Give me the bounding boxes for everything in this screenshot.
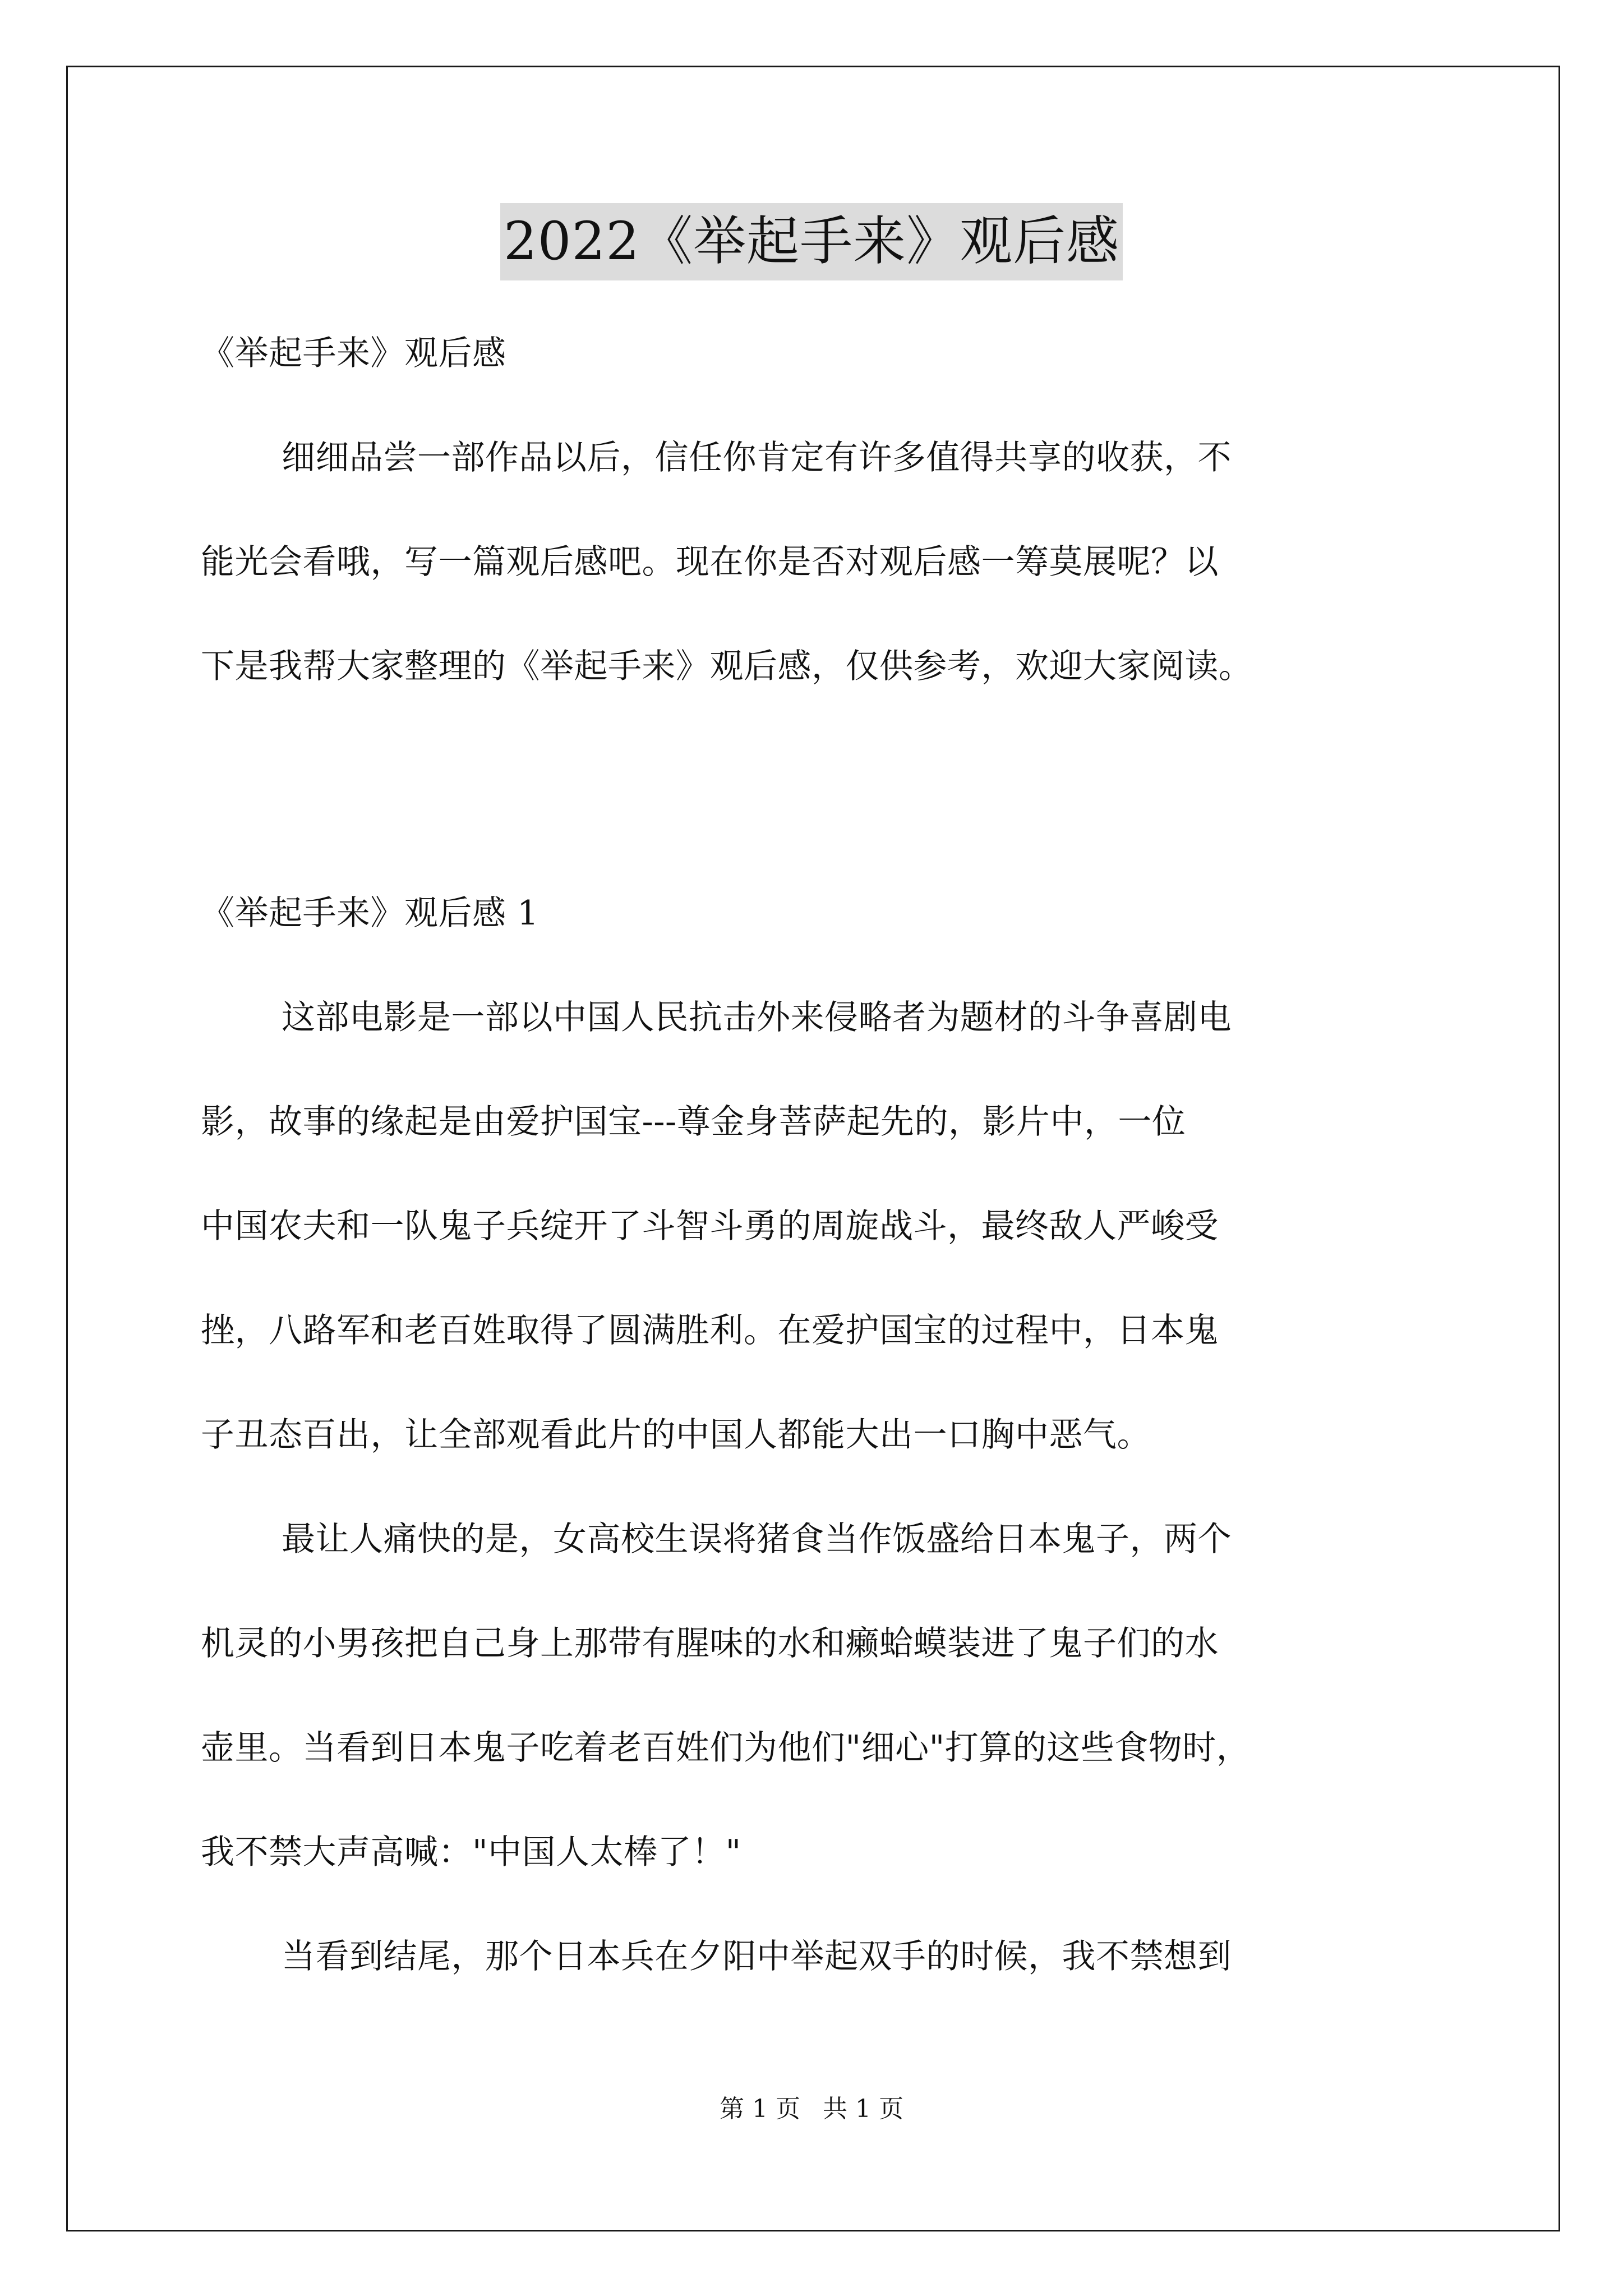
section-heading: 《举起手来》观后感 1 <box>201 894 539 933</box>
page-footer <box>0 2092 1623 2126</box>
paragraph-3 <box>201 1904 1435 2009</box>
paragraph-line: 子丑态百出，让全部观看此片的中国人都能大出一口胸中恶气。 <box>201 1415 1151 1455</box>
paragraph-line: 这部电影是一部以中国人民抗击外来侵略者为题材的斗争喜剧电 <box>282 998 1232 1037</box>
paragraph-2 <box>201 1487 1435 1904</box>
paragraph-line: 最让人痛快的是，女高校生误将猪食当作饭盛给日本鬼子，两个 <box>282 1520 1232 1559</box>
intro-line: 细细品尝一部作品以后，信任你肯定有许多值得共享的收获，不 <box>282 438 1232 477</box>
paragraph-line: 中国农夫和一队鬼子兵绽开了斗智斗勇的周旋战斗，最终敌人严峻受 <box>201 1207 1219 1246</box>
paragraph-line: 当看到结尾，那个日本兵在夕阳中举起双手的时候，我不禁想到 <box>282 1937 1232 1976</box>
paragraph-line: 我不禁大声高喊："中国人太棒了！" <box>201 1833 741 1872</box>
title-wrap <box>0 203 1623 280</box>
paragraph-line: 挫，八路军和老百姓取得了圆满胜利。在爱护国宝的过程中，日本鬼 <box>201 1311 1219 1350</box>
section-heading-block <box>201 861 1435 965</box>
page-number: 第 1 页 <box>720 2095 800 2123</box>
paragraph-line: 机灵的小男孩把自己身上那带有腥味的水和癞蛤蟆装进了鬼子们的水 <box>201 1624 1219 1663</box>
intro-paragraph <box>201 406 1435 719</box>
paragraph-line: 壶里。当看到日本鬼子吃着老百姓们为他们"细心"打算的这些食物时， <box>201 1728 1251 1768</box>
paragraph-1 <box>201 965 1435 1487</box>
document-title: 2022《举起手来》观后感 <box>500 203 1123 280</box>
intro-line: 下是我帮大家整理的《举起手来》观后感，仅供参考，欢迎大家阅读。 <box>201 647 1253 686</box>
page-total: 共 1 页 <box>823 2095 903 2123</box>
subtitle-block <box>201 301 1435 406</box>
document-subtitle: 《举起手来》观后感 <box>201 334 506 373</box>
paragraph-line: 影，故事的缘起是由爱护国宝---尊金身菩萨起先的，影片中，一位 <box>201 1102 1186 1142</box>
intro-line: 能光会看哦，写一篇观后感吧。现在你是否对观后感一筹莫展呢？以 <box>201 542 1219 582</box>
